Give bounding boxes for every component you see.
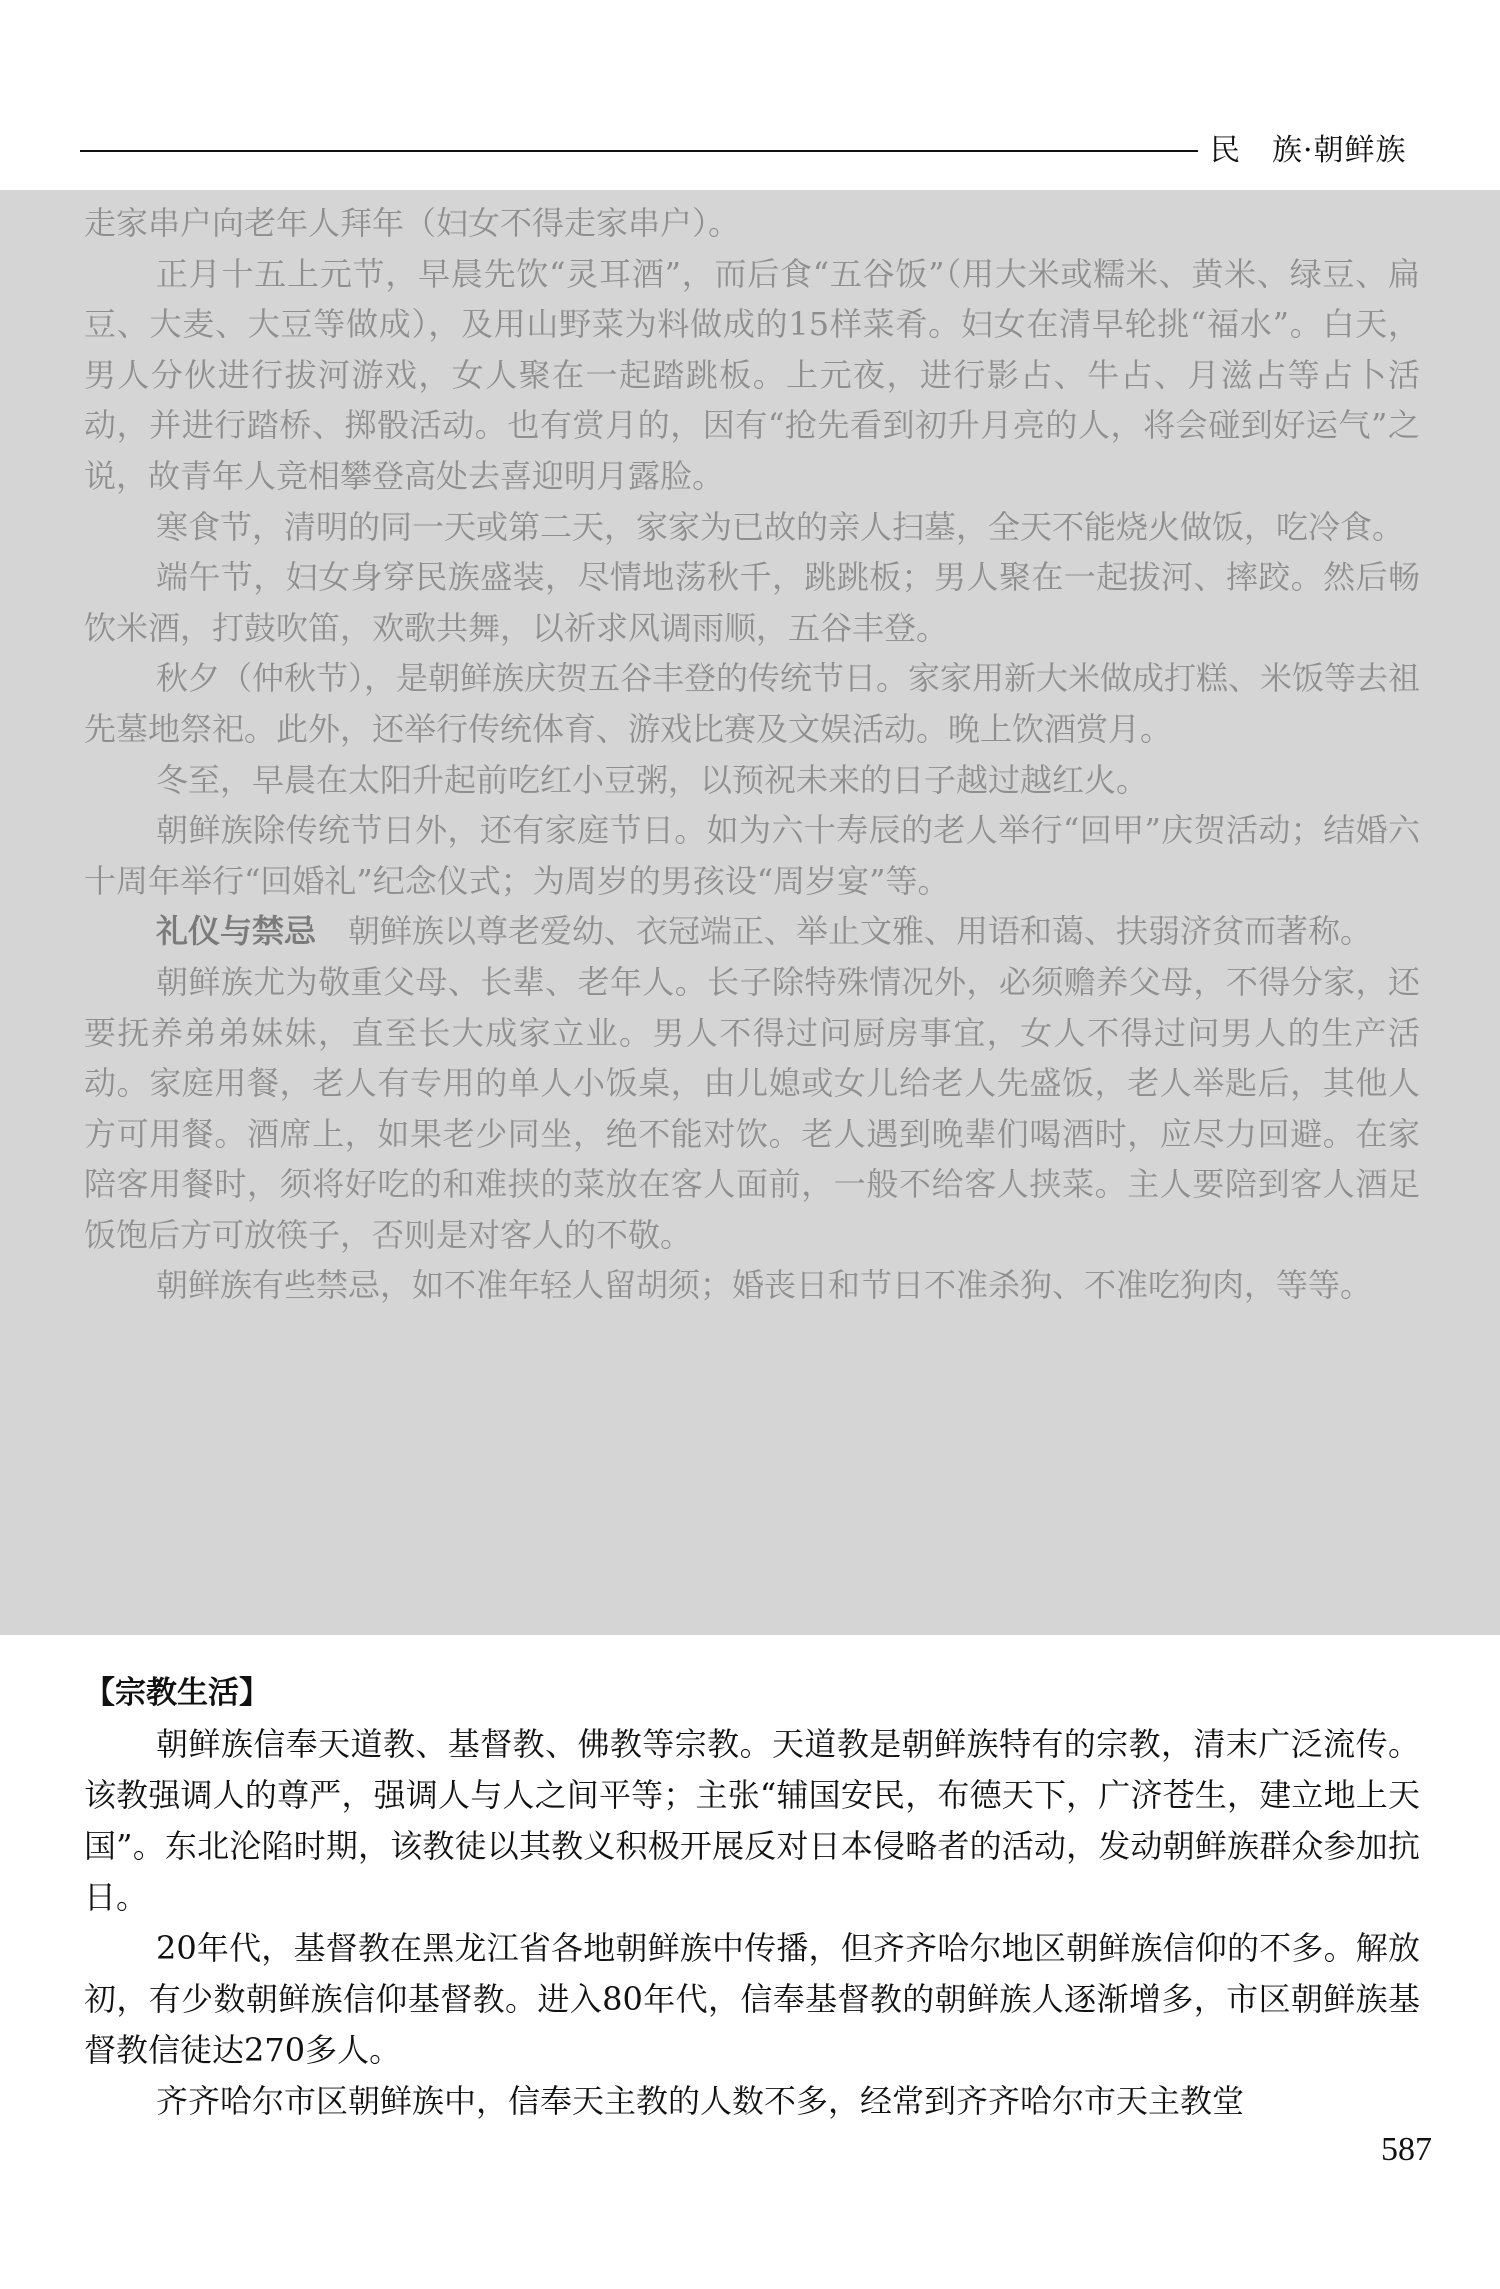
paragraph-cold-food-festival: 寒食节，清明的同一天或第二天，家家为已故的亲人扫墓，全天不能烧火做饭，吃冷食。: [156, 507, 1405, 546]
shaded-text-block: [84, 198, 1420, 1311]
section-heading: 【宗教生活】: [84, 1675, 270, 1711]
paragraph-etiquette: [84, 906, 1420, 957]
etiquette-text: 朝鲜族以尊老爱幼、衣冠端正、举止文雅、用语和蔼、扶弱济贫而著称。: [316, 912, 1373, 951]
paragraph-christianity: 20年代，基督教在黑龙江省各地朝鲜族中传播，但齐齐哈尔地区朝鲜族信仰的不多。解放初，有少数朝鲜族信仰基督教。进入80年代，信奉基督教的朝鲜族人逐渐增多，市区朝鲜族基督教信徒达270多人。: [84, 1929, 1420, 2069]
paragraph-dragon-boat-festival: 端午节，妇女身穿民族盛装，尽情地荡秋千，跳跳板；男人聚在一起拔河、摔跤。然后畅饮米酒，打鼓吹笛，欢歌共舞，以祈求风调雨顺，五谷丰登。: [84, 558, 1420, 647]
running-header: 民 族·朝鲜族: [1210, 133, 1407, 168]
paragraph-lantern-festival: 正月十五上元节，早晨先饮“灵耳酒”，而后食“五谷饭”（用大米或糯米、黄米、绿豆、扁豆、大麦、大豆等做成），及用山野菜为料做成的15样菜肴。妇女在清早轮挑“福水”。白天，男人分伙进行拔河游戏，女人聚在一起踏跳板。上元夜，进行影占、牛占、月滋占等占卜活动，并进行踏桥、掷骰活动。也有赏月的，因有“抢先看到初升月亮的人，将会碰到好运气”之说，故青年人竞相攀登高处去喜迎明月露脸。: [84, 254, 1420, 495]
paragraph-catholicism: 齐齐哈尔市区朝鲜族中，信奉天主教的人数不多，经常到齐齐哈尔市天主教堂: [156, 2082, 1245, 2120]
paragraph-continuation: 走家串户向老年人拜年（妇女不得走家串户）。: [84, 204, 741, 242]
paragraph-religions: 朝鲜族信奉天道教、基督教、佛教等宗教。天道教是朝鲜族特有的宗教，清末广泛流传。该教强调人的尊严，强调人与人之间平等；主张“辅国安民，布德天下，广济苍生，建立地上天国”。东北沦陷时期，该教徒以其教义积极开展反对日本侵略者的活动，发动朝鲜族群众参加抗日。: [84, 1725, 1420, 1916]
paragraph-family-festivals: 朝鲜族除传统节日外，还有家庭节日。如为六十寿辰的老人举行“回甲”庆贺活动；结婚六十周年举行“回婚礼”纪念仪式；为周岁的男孩设“周岁宴”等。: [84, 811, 1420, 900]
paragraph-mid-autumn: 秋夕（仲秋节），是朝鲜族庆贺五谷丰登的传统节日。家家用新大米做成打糕、米饭等去祖先墓地祭祀。此外，还举行传统体育、游戏比赛及文娱活动。晚上饮酒赏月。: [84, 659, 1421, 748]
paragraph-winter-solstice: 冬至，早晨在太阳升起前吃红小豆粥，以预祝未来的日子越过越红火。: [156, 760, 1149, 799]
paragraph-taboos: 朝鲜族有些禁忌，如不准年轻人留胡须；婚丧日和节日不准杀狗、不准吃狗肉，等等。: [156, 1266, 1373, 1305]
page-number: 587: [1381, 2131, 1432, 2168]
paragraph-respect-elders: 朝鲜族尤为敬重父母、长辈、老年人。长子除特殊情况外，必须赡养父母，不得分家，还要抚养弟弟妹妹，直至长大成家立业。男人不得过问厨房事宜，女人不得过问男人的生产活动。家庭用餐，老人有专用的单人小饭桌，由儿媳或女儿给老人先盛饭，老人举匙后，其他人方可用餐。酒席上，如果老少同坐，绝不能对饮。老人遇到晚辈们喝酒时，应尽力回避。在家陪客用餐时，须将好吃的和难挟的菜放在客人面前，一般不给客人挟菜。主人要陪到客人酒足饭饱后方可放筷子，否则是对客人的不敬。: [84, 962, 1420, 1254]
etiquette-term: 礼仪与禁忌: [156, 912, 317, 951]
religion-section: [84, 1668, 1420, 2127]
header-rule: [80, 150, 1198, 152]
